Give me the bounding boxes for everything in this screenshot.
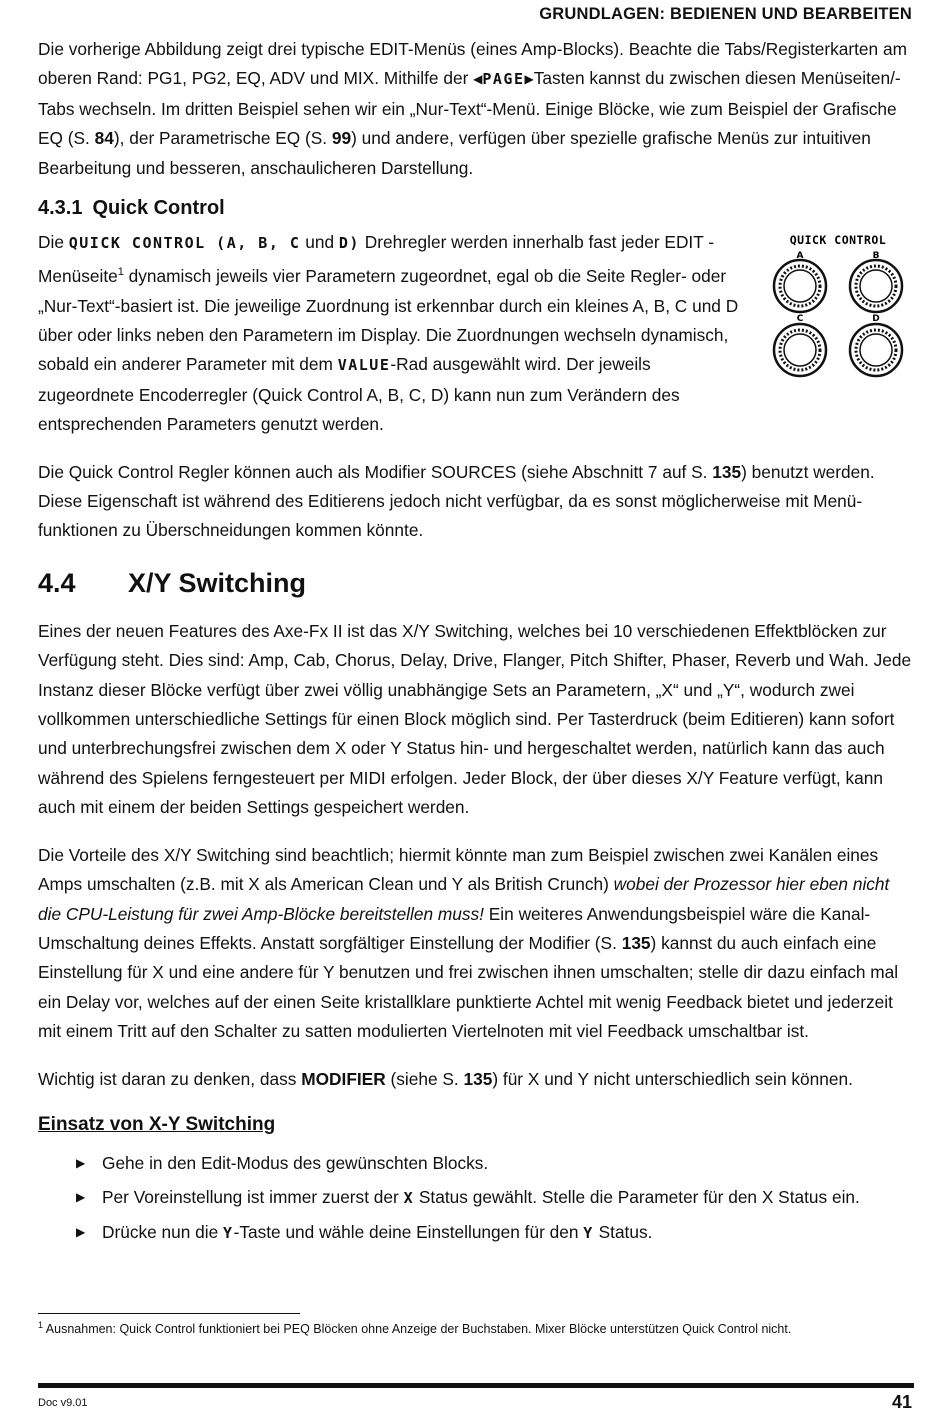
doc-version: Doc v9.01: [38, 1397, 88, 1409]
y-key: Y: [583, 1223, 594, 1242]
bullet-arrow-icon: ▶: [76, 1189, 86, 1204]
knob-label-b: B: [872, 251, 880, 262]
page-right-arrow-icon: ▶: [524, 72, 534, 87]
footnote: $^1$ Ausnahmen: Quick Control funktioniert bei PEQ Blöcken ohne Anzeige der Buchstaben. Mixer Blöcke unterstützen Quick Control nicht.: [38, 1320, 792, 1337]
modifier-note-paragraph: Wichtig ist daran zu denken, dass MODIFIER (siehe S. 135) für X und Y nicht unterschiedlich sein können.: [38, 1068, 853, 1089]
page-ref-135: 135: [463, 1068, 493, 1089]
value-key: VALUE: [337, 356, 391, 375]
knob-label-c: C: [796, 314, 804, 325]
list-item: ▶ Per Voreinstellung ist immer zuerst der X Status gewählt. Stelle die Parameter für den X Status ein.: [76, 1180, 914, 1215]
quick-control-paragraph: Die QUICK CONTROL (A, B, C und D) Drehregler werden innerhalb fast jeder EDIT -Menüseite$^1$ dynamisch jeweils vier Parametern zugeordnet, egal ob die Seite Regler- oder „Nur-Text“-basiert ist. Die jeweilige Zuordnung ist erkennbar durch ein kleines A, B, C und D über oder links neben den Parametern im Display. Die Zuordnungen wechseln dynamisch, sobald ein anderer Parameter mit dem VALUE-Rad ausgewählt wird. Der jeweils zugeordnete Encoderregler (Quick Control A, B, C, D) kann nun zum Verändern des entsprechenden Parameters genutzt werden.: [38, 232, 739, 435]
intro-paragraph: Die vorherige Abbildung zeigt drei typische EDIT-Menüs (eines Amp-Blocks). Beachte die Tabs/Registerkarten am oberen Rand: PG1, PG2, EQ, ADV und MIX. Mithilfe der ◀PAGE▶Tasten kannst du zwischen diesen Menüseiten/-Tabs wechseln. Im dritten Beispiel sehen wir ein „Nur-Text“-Menü. Einige Blöcke, wie zum Beispiel der Grafische EQ (S. 84), der Parametrische EQ (S. 99) und andere, verfügen über spezielle grafische Menüs zur intuitiven Bearbeitung und besseren, anschaulicheren Darstellung.: [38, 39, 907, 178]
quick-control-modifier-paragraph: Die Quick Control Regler können auch als Modifier SOURCES (siehe Abschnitt 7 auf S. 135) benutzt werden. Diese Eigenschaft ist während des Editierens jedoch nicht verfügbar, da es sonst möglicherweise mit Menüfunktionen zu Überschneidungen kommen könnte.: [38, 461, 875, 541]
footnote-marker: 1: [117, 266, 124, 279]
knob-b-icon: [850, 260, 902, 312]
page-left-arrow-icon: ◀: [473, 72, 483, 87]
section-heading-4-4: 4.4 X/Y Switching: [38, 567, 307, 598]
page-body: [38, 35, 914, 1250]
figure-title: QUICK CONTROL: [789, 233, 887, 248]
page-key: PAGE: [482, 70, 525, 89]
subsection-heading: Einsatz von X-Y Switching: [38, 1113, 276, 1135]
page-ref-135: 135: [621, 932, 651, 953]
page-ref-135: 135: [712, 461, 742, 482]
quick-control-key-d: D): [338, 234, 360, 253]
knob-d-icon: [850, 324, 902, 376]
list-item: ▶ Drücke nun die Y-Taste und wähle deine Einstellungen für den Y Status.: [76, 1215, 914, 1250]
knob-label-a: A: [796, 251, 804, 262]
bullet-arrow-icon: ▶: [76, 1224, 86, 1239]
page-ref-parametric-eq: 99: [331, 128, 352, 149]
page-ref-graphic-eq: 84: [94, 128, 114, 149]
list-item: ▶ Gehe in den Edit-Modus des gewünschten Blocks.: [76, 1146, 914, 1180]
footnote-divider: [38, 1313, 300, 1314]
xy-advantages-paragraph: Die Vorteile des X/Y Switching sind beachtlich; hiermit könnte man zum Beispiel zwischen zwei Kanälen eines Amps umschalten (z.B. mit X als American Clean und Y als British Crunch) wobei der Prozessor hier eben nicht die CPU-Leistung für zwei Amp-Blöcke bereitstellen muss! Ein weiteres Anwendungsbeispiel wäre die Kanal-Umschaltung deines Effekts. Anstatt sorgfältiger Einstellung der Modifier (S. 135) kannst du auch einfach eine Einstellung für X und eine andere für Y benutzen und frei zwischen ihnen umschalten; stelle dir dazu einfach mal ein Delay vor, welches auf der einen Seite kristallklare punktierte Achtel mit wenig Feedback bietet und jederzeit mit einem Tritt auf den Schalter zu satten modulierten Viertelnoten mit viel Feedback umschaltbar ist.: [38, 844, 899, 1042]
bullet-arrow-icon: ▶: [76, 1155, 86, 1170]
knob-a-icon: [774, 260, 826, 312]
xy-intro-paragraph: Eines der neuen Features des Axe-Fx II ist das X/Y Switching, welches bei 10 verschiedenen Effektblöcken zur Verfügung steht. Dies sind: Amp, Cab, Chorus, Delay, Drive, Flanger, Pitch Shifter, Phaser, Reverb und Wah. Jede Instanz dieser Blöcke verfügt über zwei völlig unabhängige Sets an Parametern, „X“ und „Y“, wodurch zwei vollkommen unterschiedliche Settings für einen Block möglich sind. Per Tasterdruck (beim Editieren) kann sofort und unterbrechungsfrei zwischen dem X oder Y Status hin- und hergeschaltet werden, natürlich kann das auch während des Spielens ferngesteuert per MIDI erfolgen. Jeder Block, der über dieses X/Y Feature verfügt, kann auch mit einem der beiden Settings gespeichert werden.: [38, 620, 912, 818]
knob-label-d: D: [872, 314, 880, 325]
modifier-bold: MODIFIER: [301, 1068, 386, 1089]
steps-list: [38, 1146, 914, 1250]
y-key: Y: [223, 1223, 234, 1242]
page-number: 41: [891, 1392, 912, 1412]
quick-control-block: [38, 228, 914, 440]
knob-c-icon: [774, 324, 826, 376]
quick-control-key: QUICK CONTROL (A, B, C: [68, 234, 301, 253]
running-header: GRUNDLAGEN: BEDIENEN UND BEARBEITEN: [539, 5, 912, 23]
footer-rule: [38, 1383, 914, 1388]
italic-note: wobei der Prozessor hier eben nicht die CPU-Leistung für zwei Amp-Blöcke bereitstellen muss!: [38, 874, 890, 924]
section-heading-4-3-1: 4.3.1 Quick Control: [38, 197, 225, 220]
x-key: X: [403, 1188, 415, 1207]
quick-control-knobs-figure: [768, 228, 908, 388]
